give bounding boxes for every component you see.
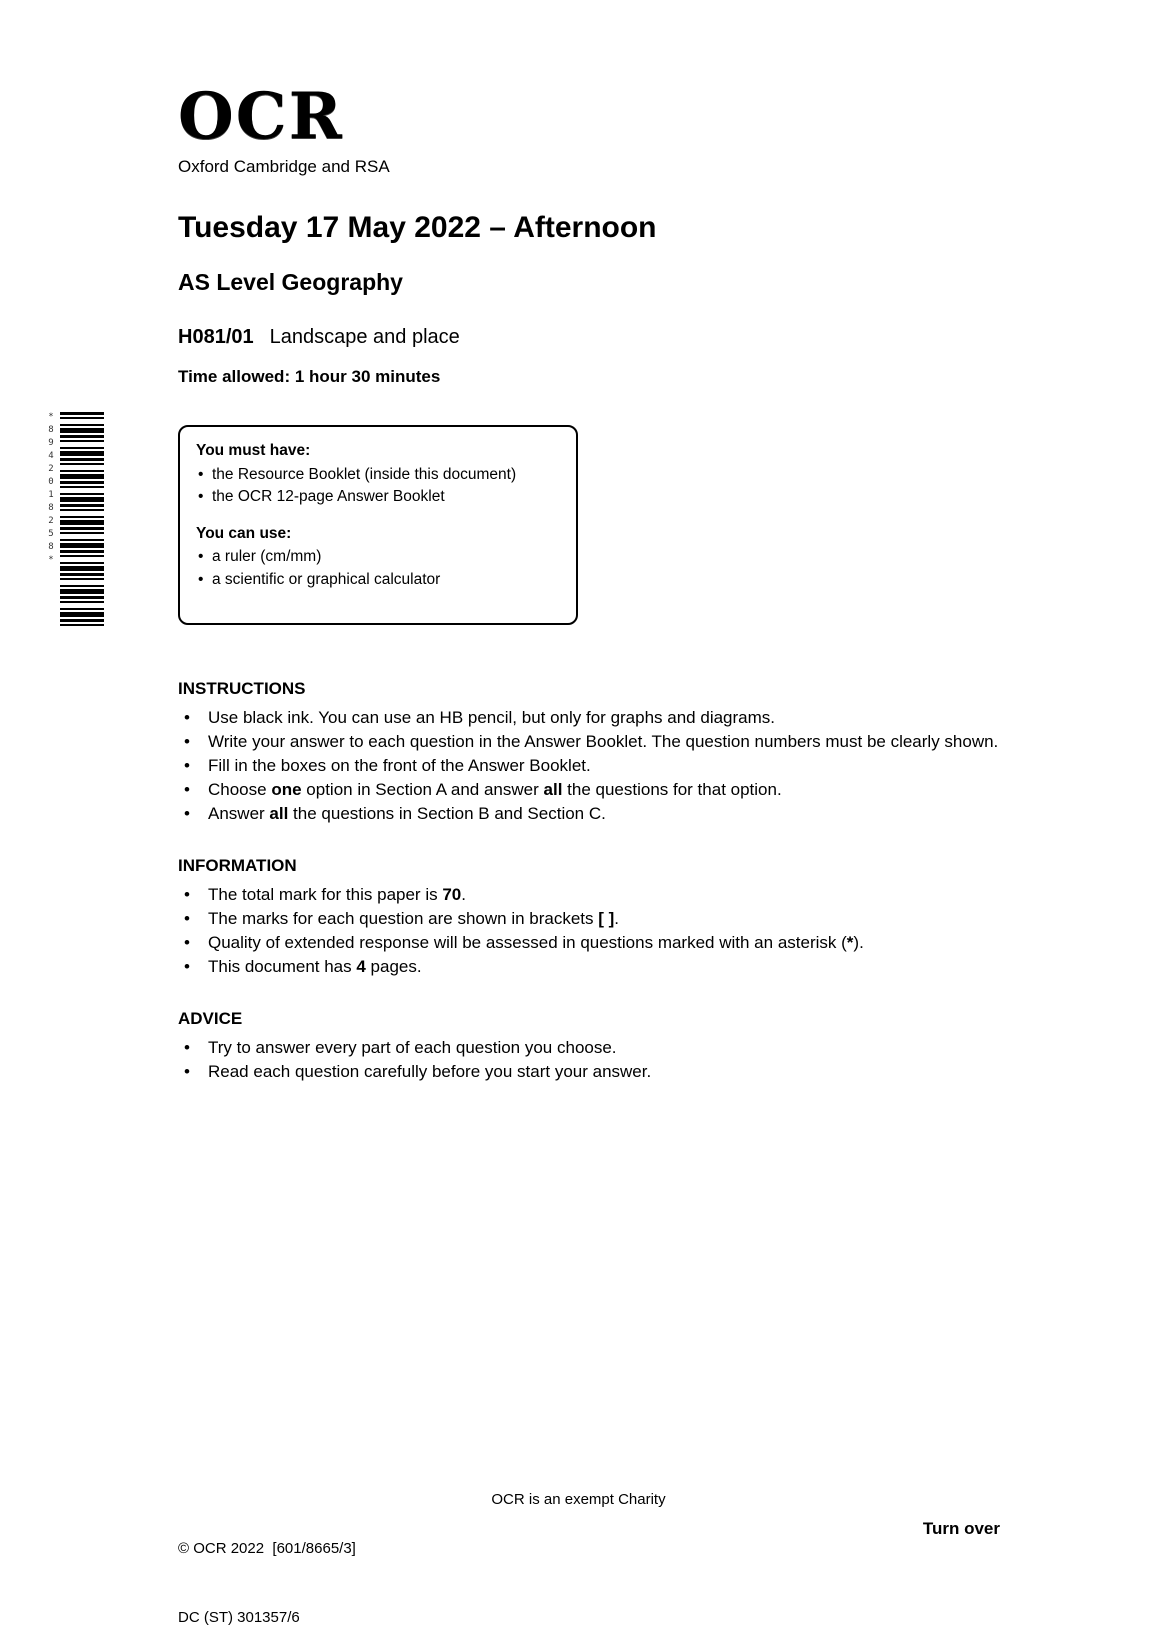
can-use-item: • a scientific or graphical calculator	[196, 569, 560, 591]
information-item: • The marks for each question are shown in brackets [ ].	[178, 907, 1000, 931]
advice-heading: ADVICE	[178, 1009, 243, 1028]
advice-item: • Read each question carefully before you start your answer.	[178, 1060, 1000, 1084]
information-item: • This document has 4 pages.	[178, 955, 1000, 979]
time-allowed: Time allowed: 1 hour 30 minutes	[178, 367, 441, 386]
instruction-item: • Answer all the questions in Section B and Section C.	[178, 802, 1000, 826]
must-have-item: • the OCR 12-page Answer Booklet	[196, 486, 560, 508]
barcode-text: *8942018258*	[46, 412, 56, 568]
must-have-list	[196, 464, 560, 509]
instruction-item: • Write your answer to each question in the Answer Booklet. The question numbers must be clearly shown.	[178, 730, 1000, 754]
can-use-item: • a ruler (cm/mm)	[196, 546, 560, 568]
brand-block	[178, 79, 1000, 177]
information-item: • The total mark for this paper is 70.	[178, 883, 1000, 907]
charity-note: OCR is an exempt Charity	[491, 1491, 666, 1508]
instruction-item: • Choose one option in Section A and answer all the questions for that option.	[178, 778, 1000, 802]
brand-tagline: Oxford Cambridge and RSA	[178, 157, 390, 176]
turn-over-label: Turn over	[922, 1519, 1000, 1538]
paper-name: Landscape and place	[269, 326, 460, 348]
page-footer	[0, 1491, 1157, 1626]
instructions-list	[178, 706, 1000, 826]
footer-left	[178, 1491, 356, 1637]
information-item: • Quality of extended response will be assessed in questions marked with an asterisk (*).	[178, 931, 1000, 955]
instructions-section	[178, 679, 1000, 826]
paper-code: H081/01	[178, 326, 254, 348]
page-title: Tuesday 17 May 2022 – Afternoon	[178, 211, 657, 244]
ocr-logo: OCR	[178, 79, 344, 154]
can-use-label: You can use:	[196, 524, 292, 542]
copyright-line: © OCR 2022 [601/8665/3]	[178, 1540, 356, 1557]
qualification-title: AS Level Geography	[178, 269, 403, 295]
barcode	[46, 412, 104, 630]
can-use-list	[196, 546, 560, 591]
doc-reference: DC (ST) 301357/6	[178, 1609, 300, 1626]
paper-line	[178, 326, 1000, 349]
instruction-item: • Use black ink. You can use an HB pencil, but only for graphs and diagrams.	[178, 706, 1000, 730]
information-heading: INFORMATION	[178, 856, 297, 875]
must-have-label: You must have:	[196, 442, 311, 459]
page-content	[178, 0, 1000, 1084]
advice-list	[178, 1036, 1000, 1084]
information-list	[178, 883, 1000, 979]
advice-section	[178, 1009, 1000, 1084]
information-section	[178, 856, 1000, 979]
requirements-box	[178, 425, 578, 625]
instructions-heading: INSTRUCTIONS	[178, 679, 306, 698]
must-have-item: • the Resource Booklet (inside this document)	[196, 464, 560, 486]
advice-item: • Try to answer every part of each question you choose.	[178, 1036, 1000, 1060]
instruction-item: • Fill in the boxes on the front of the Answer Booklet.	[178, 754, 1000, 778]
barcode-bars-image	[60, 412, 104, 630]
